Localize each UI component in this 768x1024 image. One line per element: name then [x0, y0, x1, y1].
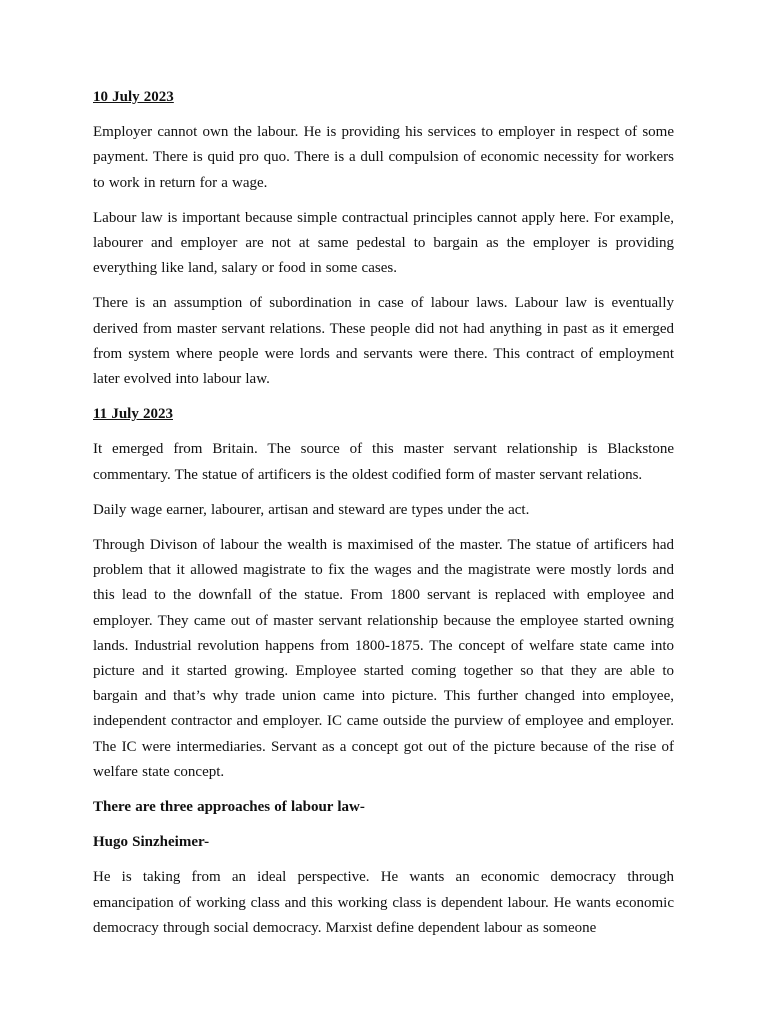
date-heading-10-july: 10 July 2023: [93, 89, 174, 105]
paragraph-division-of-labour: Through Divison of labour the wealth is maximised of the master. The statue of artificers had problem that it allowed magistrate to fix the wages and the magistrate were mostly lords and this lead to the downfall of the statue. From 1800 servant is replaced with employee and employer. They came out of master servant relationship because the employee started owning lands. Industrial revolution happens from 1800-1875. The concept of welfare state came into picture and it started growing. Employee started coming together so that they are able to bargain and that’s why trade union came into picture. This further changed into employee, independent contractor and employer. IC came outside the purview of employee and employer. The IC were intermediaries. Servant as a concept got out of the picture because of the rise of welfare state concept.: [93, 537, 674, 780]
heading-hugo-sinzheimer: Hugo Sinzheimer-: [93, 834, 210, 851]
paragraph-types-under-act: Daily wage earner, labourer, artisan and steward are types under the act.: [93, 501, 530, 518]
paragraph-ideal-perspective: He is taking from an ideal perspective. He wants an economic democracy through emancipation of working class and this working class is dependent labour. He wants economic democracy through social democracy. Marxist define dependent labour as someone: [93, 869, 674, 936]
paragraph-britain-origin: It emerged from Britain. The source of this master servant relationship is Blackstone commentary. The statue of artificers is the oldest codified form of master servant relations.: [93, 441, 674, 483]
paragraph-labour-law-importance: Labour law is important because simple contractual principles cannot apply here. For example, labourer and employer are not at same pedestal to bargain as the employer is providing everything like land, salary or food in some cases.: [93, 209, 674, 277]
document-page: [93, 85, 674, 951]
paragraph-employer-labour: Employer cannot own the labour. He is providing his services to employer in respect of some payment. There is quid pro quo. There is a dull compulsion of economic necessity for workers to work in return for a wage.: [93, 124, 674, 191]
heading-three-approaches: There are three approaches of labour law-: [93, 799, 365, 816]
paragraph-subordination: There is an assumption of subordination in case of labour laws. Labour law is eventually derived from master servant relations. These people did not had anything in past as it emerged from system where people were lords and servants were there. This contract of employment later evolved into labour law.: [93, 295, 674, 388]
date-heading-11-july: 11 July 2023: [93, 406, 173, 423]
